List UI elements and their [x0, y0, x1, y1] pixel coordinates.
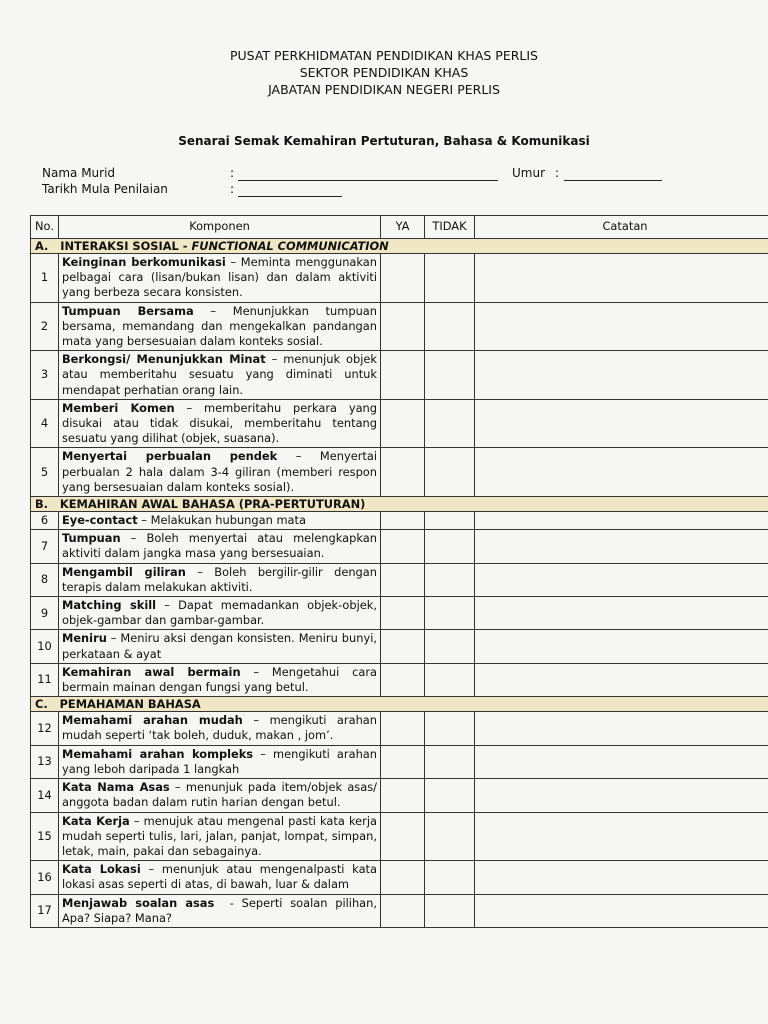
ya-cell[interactable] — [381, 745, 425, 778]
item-description: – Menyertai perbualan 2 hala dalam 3-4 giliran (memberi respon yang bersesuaian dalam konteks sosial). — [62, 449, 381, 494]
item-komponen — [59, 302, 381, 351]
item-description: – Meniru aksi dengan konsisten. Meniru bunyi, perkataan & ayat — [62, 631, 381, 661]
header-ya: YA — [381, 216, 425, 239]
item-number: 9 — [31, 597, 59, 630]
item-komponen — [59, 530, 381, 563]
catatan-cell[interactable] — [475, 302, 768, 351]
table-row — [31, 254, 768, 303]
catatan-cell[interactable] — [475, 563, 768, 596]
tidak-cell[interactable] — [425, 254, 475, 303]
item-title: Memahami arahan kompleks — [62, 746, 254, 761]
catatan-cell[interactable] — [475, 597, 768, 630]
item-description: – menunjuk objek atau memberitahu sesuatu yang diminati untuk mendapat perhatian orang lain. — [62, 352, 381, 397]
item-number: 7 — [31, 530, 59, 563]
tidak-cell[interactable] — [425, 745, 475, 778]
catatan-cell[interactable] — [475, 448, 768, 497]
item-title: Kata Kerja — [62, 813, 130, 828]
item-komponen — [59, 712, 381, 745]
table-row — [31, 745, 768, 778]
table-row — [31, 712, 768, 745]
catatan-cell[interactable] — [475, 712, 768, 745]
item-komponen — [59, 663, 381, 696]
ya-cell[interactable] — [381, 399, 425, 448]
header-catatan: Catatan — [475, 216, 768, 239]
item-description: – Boleh menyertai atau melengkapkan aktiviti dalam jangka masa yang bersesuaian. — [62, 531, 381, 561]
section-label-italic: FUNCTIONAL COMMUNICATION — [191, 239, 389, 253]
table-row — [31, 448, 768, 497]
document-title: Senarai Semak Kemahiran Pertuturan, Bahasa & Komunikasi — [178, 134, 590, 148]
item-number: 5 — [31, 448, 59, 497]
item-number: 1 — [31, 254, 59, 303]
catatan-cell[interactable] — [475, 745, 768, 778]
item-description: – menunjuk pada item/objek asas/ anggota badan dalam rutin harian dengan betul. — [62, 780, 381, 810]
document-header — [0, 47, 768, 98]
item-komponen — [59, 512, 381, 530]
item-title: Menyertai perbualan pendek — [62, 449, 278, 464]
item-title: Memberi Komen — [62, 400, 175, 415]
item-number: 11 — [31, 663, 59, 696]
item-number: 2 — [31, 302, 59, 351]
ya-cell[interactable] — [381, 894, 425, 927]
ya-cell[interactable] — [381, 712, 425, 745]
section-label: C. PEMAHAMAN BAHASA — [35, 697, 201, 712]
ya-cell[interactable] — [381, 512, 425, 530]
item-komponen — [59, 254, 381, 303]
ya-cell[interactable] — [381, 663, 425, 696]
ya-cell[interactable] — [381, 448, 425, 497]
nama-murid-field[interactable] — [238, 167, 498, 181]
item-komponen — [59, 779, 381, 812]
tidak-cell[interactable] — [425, 663, 475, 696]
section-heading — [31, 239, 768, 254]
header-no: No. — [31, 216, 59, 239]
section-label: B. KEMAHIRAN AWAL BAHASA (PRA-PERTUTURAN) — [35, 497, 366, 512]
item-komponen — [59, 399, 381, 448]
header-tidak: TIDAK — [425, 216, 475, 239]
item-title: Kata Lokasi — [62, 862, 141, 877]
section-heading — [31, 697, 768, 712]
catatan-cell[interactable] — [475, 351, 768, 400]
catatan-cell[interactable] — [475, 530, 768, 563]
catatan-cell[interactable] — [475, 779, 768, 812]
item-number: 15 — [31, 812, 59, 861]
item-description: – Meminta menggunakan pelbagai cara (lisan/bukan lisan) dan dalam aktiviti yang berbeza secara konsisten. — [62, 255, 381, 300]
tarikh-colon: : — [230, 182, 235, 196]
item-title: Mengambil giliran — [62, 564, 186, 579]
header-line-2: SEKTOR PENDIDIKAN KHAS — [299, 65, 469, 80]
item-number: 8 — [31, 563, 59, 596]
ya-cell[interactable] — [381, 861, 425, 894]
ya-cell[interactable] — [381, 779, 425, 812]
item-title: Memahami arahan mudah — [62, 713, 243, 728]
section-row — [31, 239, 768, 254]
item-komponen — [59, 597, 381, 630]
catatan-cell[interactable] — [475, 861, 768, 894]
item-number: 6 — [31, 512, 59, 530]
ya-cell[interactable] — [381, 254, 425, 303]
tidak-cell[interactable] — [425, 597, 475, 630]
tidak-cell[interactable] — [425, 779, 475, 812]
item-title: Keinginan berkomunikasi — [62, 255, 226, 269]
tidak-cell[interactable] — [425, 630, 475, 663]
tidak-cell[interactable] — [425, 512, 475, 530]
item-number: 14 — [31, 779, 59, 812]
item-komponen — [59, 351, 381, 400]
ya-cell[interactable] — [381, 351, 425, 400]
table-row — [31, 894, 768, 927]
tarikh-field[interactable] — [238, 183, 342, 197]
item-description: – mengikuti arahan mudah seperti ‘tak boleh, duduk, makan , jom’. — [62, 713, 381, 743]
item-title: Tumpuan Bersama — [62, 303, 194, 318]
tidak-cell[interactable] — [425, 302, 475, 351]
header-line-1: PUSAT PERKHIDMATAN PENDIDIKAN KHAS PERLIS — [229, 48, 538, 63]
catatan-cell[interactable] — [475, 399, 768, 448]
umur-colon: : — [555, 166, 560, 180]
tidak-cell[interactable] — [425, 812, 475, 861]
section-row — [31, 497, 768, 512]
catatan-cell[interactable] — [475, 630, 768, 663]
item-komponen — [59, 630, 381, 663]
tarikh-label: Tarikh Mula Penilaian — [42, 182, 168, 196]
item-komponen — [59, 894, 381, 927]
table-row — [31, 512, 768, 530]
item-description: – Menunjukkan tumpuan bersama, memandang dan mengekalkan pandangan mata yang bersesuaian dalam konteks sosial. — [62, 303, 381, 349]
ya-cell[interactable] — [381, 563, 425, 596]
item-number: 3 — [31, 351, 59, 400]
catatan-cell[interactable] — [475, 663, 768, 696]
catatan-cell[interactable] — [475, 894, 768, 927]
table-row — [31, 663, 768, 696]
table-row — [31, 563, 768, 596]
table-row — [31, 530, 768, 563]
catatan-cell[interactable] — [475, 254, 768, 303]
item-title: Kemahiran awal bermain — [62, 664, 241, 679]
umur-label: Umur — [512, 166, 546, 180]
table-header-row — [31, 216, 768, 239]
item-description: – mengikuti arahan yang leboh daripada 1 langkah — [62, 746, 381, 776]
section-label: A. INTERAKSI SOSIAL - — [35, 239, 192, 253]
item-number: 10 — [31, 630, 59, 663]
ya-cell[interactable] — [381, 597, 425, 630]
table-row — [31, 630, 768, 663]
table-row — [31, 812, 768, 861]
catatan-cell[interactable] — [475, 812, 768, 861]
table-row — [31, 779, 768, 812]
table-row — [31, 399, 768, 448]
item-description: - Seperti soalan pilihan, Apa? Siapa? Mana? — [62, 895, 381, 925]
nama-murid-label: Nama Murid — [42, 166, 116, 180]
item-description: – Dapat memadankan objek-objek, objek-gambar dan gambar-gambar. — [62, 598, 381, 628]
item-komponen — [59, 448, 381, 497]
item-title: Tumpuan — [62, 531, 121, 546]
item-number: 12 — [31, 712, 59, 745]
item-description: – menujuk atau mengenal pasti kata kerja mudah seperti tulis, lari, jalan, panjat, lompat, simpan, letak, main, pakai dan sebagainya. — [62, 813, 381, 858]
item-number: 4 — [31, 399, 59, 448]
item-title: Kata Nama Asas — [62, 780, 170, 795]
checklist-table — [30, 215, 768, 928]
ya-cell[interactable] — [381, 812, 425, 861]
table-row — [31, 351, 768, 400]
section-heading — [31, 497, 768, 512]
item-description: – memberitahu perkara yang disukai atau tidak disukai, memberitahu tentang sesuatu yang dilihat (objek, suasana). — [62, 400, 381, 446]
section-row — [31, 697, 768, 712]
tidak-cell[interactable] — [425, 448, 475, 497]
umur-field[interactable] — [564, 167, 662, 181]
tidak-cell[interactable] — [425, 894, 475, 927]
tidak-cell[interactable] — [425, 861, 475, 894]
table-row — [31, 302, 768, 351]
item-title: Menjawab soalan asas — [62, 895, 215, 910]
item-komponen — [59, 812, 381, 861]
item-number: 17 — [31, 894, 59, 927]
item-description: – Boleh bergilir-gilir dengan terapis dalam melakukan aktiviti. — [62, 564, 381, 594]
item-number: 13 — [31, 745, 59, 778]
ya-cell[interactable] — [381, 630, 425, 663]
item-title: Matching skill — [62, 598, 157, 613]
ya-cell[interactable] — [381, 530, 425, 563]
item-title: Berkongsi/ Menunjukkan Minat — [62, 352, 266, 367]
tidak-cell[interactable] — [425, 351, 475, 400]
nama-murid-colon: : — [230, 166, 235, 180]
header-line-3: JABATAN PENDIDIKAN NEGERI PERLIS — [268, 82, 500, 97]
item-komponen — [59, 861, 381, 894]
tidak-cell[interactable] — [425, 563, 475, 596]
item-komponen — [59, 745, 381, 778]
ya-cell[interactable] — [381, 302, 425, 351]
header-komponen: Komponen — [59, 216, 381, 239]
tidak-cell[interactable] — [425, 712, 475, 745]
item-description: – Mengetahui cara bermain mainan dengan fungsi yang betul. — [62, 664, 381, 695]
item-description: – Melakukan hubungan mata — [137, 513, 306, 528]
item-description: – menunjuk atau mengenalpasti kata lokasi asas seperti di atas, di bawah, luar & dalam — [62, 862, 381, 892]
table-row — [31, 861, 768, 894]
item-title: Eye-contact — [62, 513, 138, 528]
table-row — [31, 597, 768, 630]
tidak-cell[interactable] — [425, 399, 475, 448]
catatan-cell[interactable] — [475, 512, 768, 530]
tidak-cell[interactable] — [425, 530, 475, 563]
item-number: 16 — [31, 861, 59, 894]
item-title: Meniru — [62, 631, 107, 646]
item-komponen — [59, 563, 381, 596]
